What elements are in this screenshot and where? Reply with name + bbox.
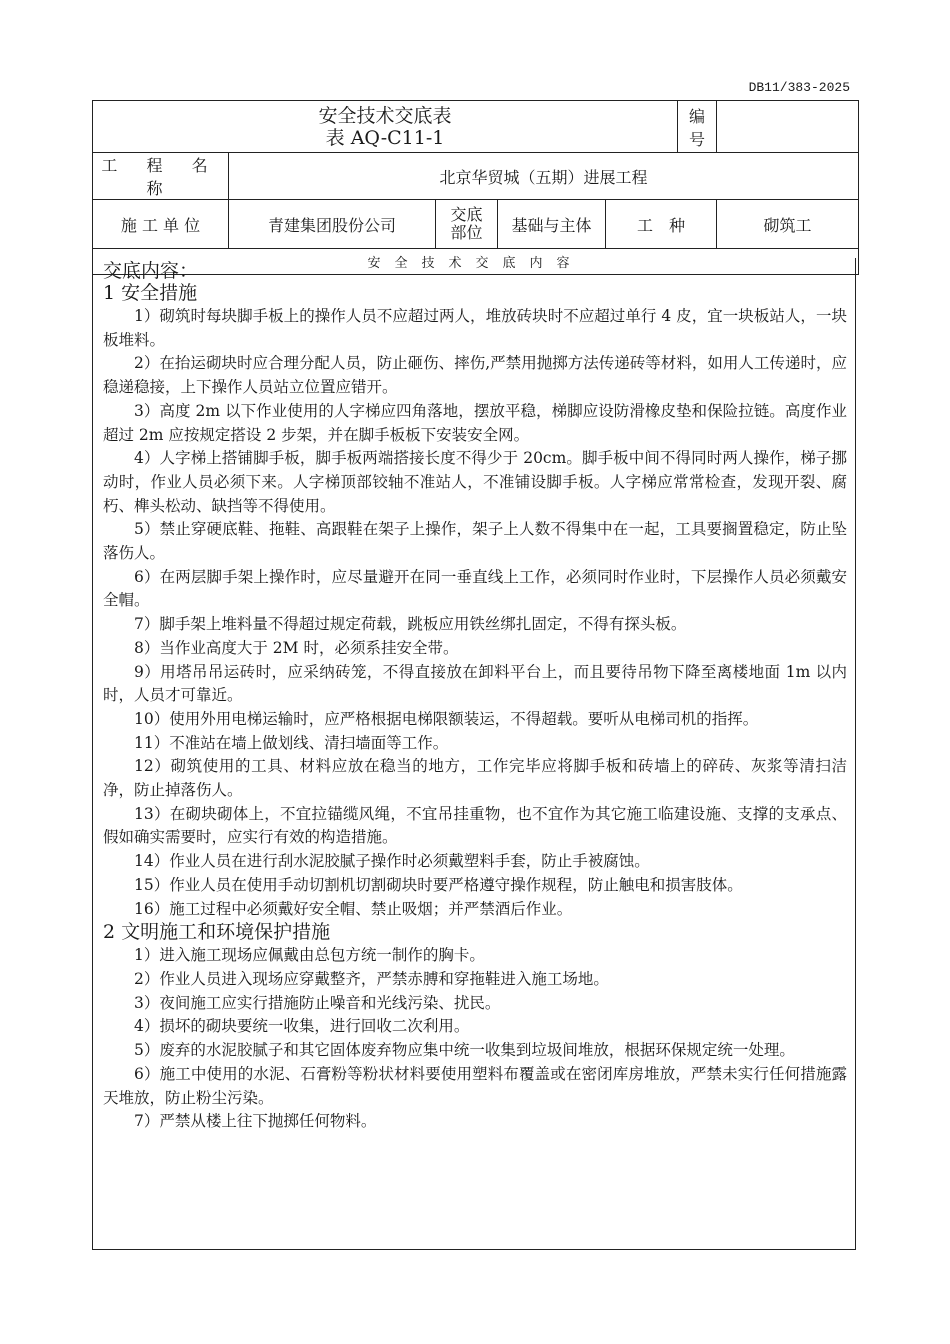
environment-item-1: 1）进入施工现场应佩戴由总包方统一制作的胸卡。 [134,946,485,965]
part-value: 基础与主体 [498,200,606,249]
content-band: 安全技术交底内容 [93,249,859,275]
part-label-line1: 交底 [450,205,483,224]
environment-item-4: 4）损坏的砌块要统一收集，进行回收二次利用。 [134,1017,470,1036]
safety-item-12: 12）砌筑使用的工具、材料应放在稳当的地方，工作完毕应将脚手板和砖墙上的碎砖、灰浆等清扫洁净，防止掉落伤人。 [103,757,847,800]
safety-item-3: 3）高度 2m 以下作业使用的人字梯应四角落地，摆放平稳，梯脚应设防滑橡皮垫和保险拉链。高度作业超过 2m 应按规定搭设 2 步架，并在脚手板板下安装安全网。 [103,401,847,444]
trade-value: 砌筑工 [717,200,859,249]
safety-item-13: 13）在砌块砌体上，不宜拉锚缆风绳，不宜吊挂重物，也不宜作为其它施工临建设施、支撑的支承点、假如确实需要时，应实行有效的构造措施。 [103,804,847,847]
form-title-cell [93,101,678,153]
safety-item-11: 11）不准站在墙上做划线、清扫墙面等工作。 [134,733,449,752]
safety-item-5: 5）禁止穿硬底鞋、拖鞋、高跟鞋在架子上操作，架子上人数不得集中在一起，工具要搁置稳定，防止坠落伤人。 [103,520,847,563]
content-body [92,258,856,1250]
safety-item-1: 1）砌筑时每块脚手板上的操作人员不应超过两人，堆放砖块时不应超过单行 4 皮，宜一块板站人，一块板堆料。 [103,307,847,349]
safety-item-6: 6）在两层脚手架上操作时，应尽量避开在同一垂直线上工作，必须同时作业时，下层操作人员必须戴安全帽。 [103,567,847,610]
header-table [92,100,859,275]
document-code: DB11/383-2025 [748,80,850,95]
safety-item-16: 16）施工过程中必须戴好安全帽、禁止吸烟；并严禁酒后作业。 [134,899,573,918]
section-heading-environment: 2 文明施工和环境保护措施 [103,921,331,944]
safety-item-15: 15）作业人员在使用手动切割机切割砌块时要严格遵守操作规程，防止触电和损害肢体。 [134,875,743,894]
safety-item-14: 14）作业人员在进行刮水泥胶腻子操作时必须戴塑料手套，防止手被腐蚀。 [134,852,650,871]
safety-item-4: 4）人字梯上搭铺脚手板，脚手板两端搭接长度不得少于 20cm。脚手板中间不得同时两人操作，梯子挪动时，作业人员必须下来。人字梯顶部铰轴不准站人，不准铺设脚手板。人字梯应常常检查，发现开裂、腐朽、榫头松动、缺挡等不得使用。 [103,449,847,515]
environment-item-3: 3）夜间施工应实行措施防止噪音和光线污染、扰民。 [134,993,501,1012]
environment-item-7: 7）严禁从楼上往下抛掷任何物料。 [134,1112,377,1131]
form-code: 表 AQ-C11-1 [325,126,445,149]
safety-item-10: 10）使用外用电梯运输时，应严格根据电梯限额装运，不得超载。要听从电梯司机的指挥。 [134,709,759,728]
safety-item-7: 7）脚手架上堆料量不得超过规定荷载，跳板应用铁丝绑扎固定，不得有探头板。 [134,615,687,634]
environment-item-6: 6）施工中使用的水泥、石膏粉等粉状材料要使用塑料布覆盖或在密闭库房堆放，严禁未实行任何措施露天堆放，防止粉尘污染。 [103,1064,847,1107]
unit-label: 施 工 单 位 [93,200,229,249]
part-label-line2: 部位 [450,223,483,242]
form-title: 安全技术交底表 [318,104,452,127]
unit-value: 青建集团股份公司 [229,200,436,249]
part-label [436,200,498,249]
project-value: 北京华贸城（五期）进展工程 [229,153,859,200]
environment-item-2: 2）作业人员进入现场应穿戴整齐，严禁赤膊和穿拖鞋进入施工场地。 [134,969,609,988]
project-label: 工 程 名 称 [93,153,229,200]
number-field[interactable] [717,101,859,153]
safety-item-8: 8）当作业高度大于 2M 时，必须系挂安全带。 [134,638,459,657]
number-label: 编 号 [678,101,717,153]
safety-item-9: 9）用塔吊吊运砖时，应采纳砖笼，不得直接放在卸料平台上，而且要待吊物下降至离楼地面 1m 以内时，人员才可靠近。 [103,662,847,705]
trade-label: 工 种 [606,200,717,249]
content-intro: 交底内容： [103,260,199,282]
safety-item-2: 2）在抬运砌块时应合理分配人员，防止砸伤、摔伤,严禁用抛掷方法传递砖等材料，如用人工传递时，应稳递稳接，上下操作人员站立位置应错开。 [103,354,847,397]
environment-item-5: 5）废弃的水泥胶腻子和其它固体废弃物应集中统一收集到垃圾间堆放，根据环保规定统一处理。 [134,1041,795,1060]
section-heading-safety: 1 安全措施 [103,282,198,304]
